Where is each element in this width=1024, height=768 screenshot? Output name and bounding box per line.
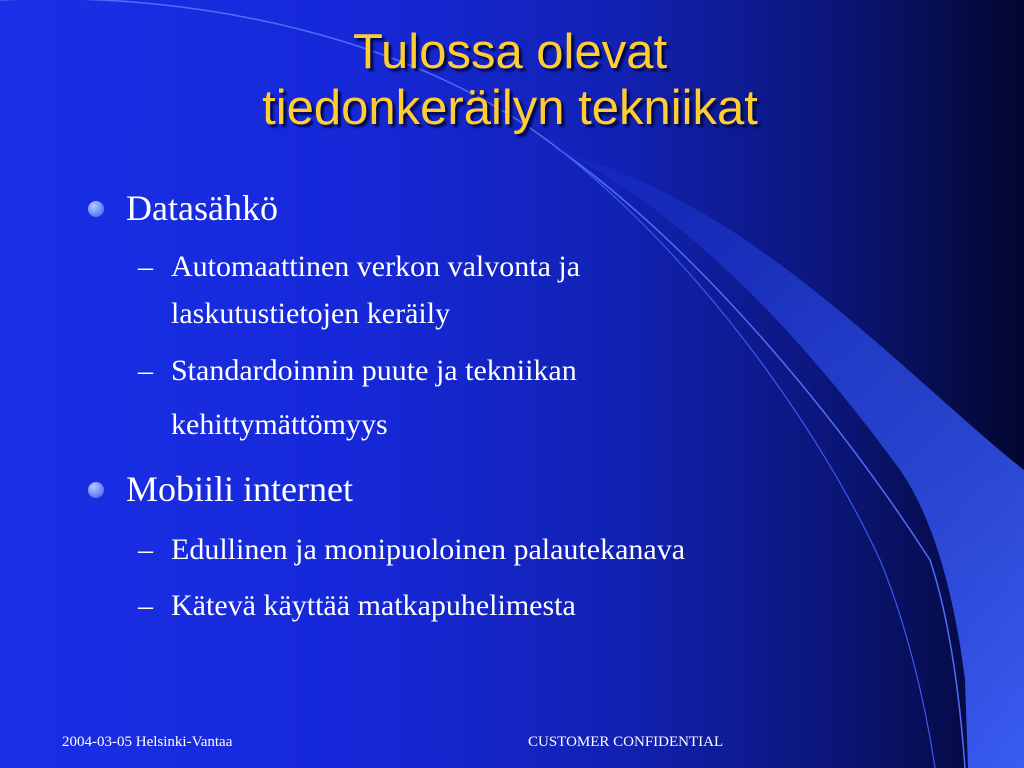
sub-bullet-line: kehittymättömyys — [171, 408, 388, 441]
dash-marker: – — [138, 533, 153, 566]
sub-bullet-line: Standardoinnin puute ja tekniikan — [171, 354, 577, 387]
title-line-1: Tulossa olevat — [352, 25, 668, 79]
dash-marker: – — [138, 589, 153, 622]
circle-bullet-icon — [88, 201, 104, 217]
dash-marker: – — [138, 250, 153, 283]
circle-bullet-icon — [88, 482, 104, 498]
dash-marker: – — [138, 354, 153, 387]
footer-confidential: CUSTOMER CONFIDENTIAL — [528, 734, 724, 750]
bullet-label: Mobiili internet — [126, 469, 353, 509]
title-line-2: tiedonkeräilyn tekniikat — [262, 81, 758, 135]
bullet-label: Datasähkö — [126, 188, 278, 228]
sub-bullet-line: Edullinen ja monipuoloinen palautekanava — [171, 533, 686, 566]
sub-bullet-line: Automaattinen verkon valvonta ja — [171, 250, 581, 283]
swoosh-fill — [560, 150, 1024, 768]
slide-title — [160, 24, 860, 136]
footer-date-location: 2004-03-05 Helsinki-Vantaa — [62, 734, 233, 750]
sub-bullet-line: Kätevä käyttää matkapuhelimesta — [171, 589, 576, 622]
sub-bullet-line: laskutustietojen keräily — [171, 297, 451, 330]
